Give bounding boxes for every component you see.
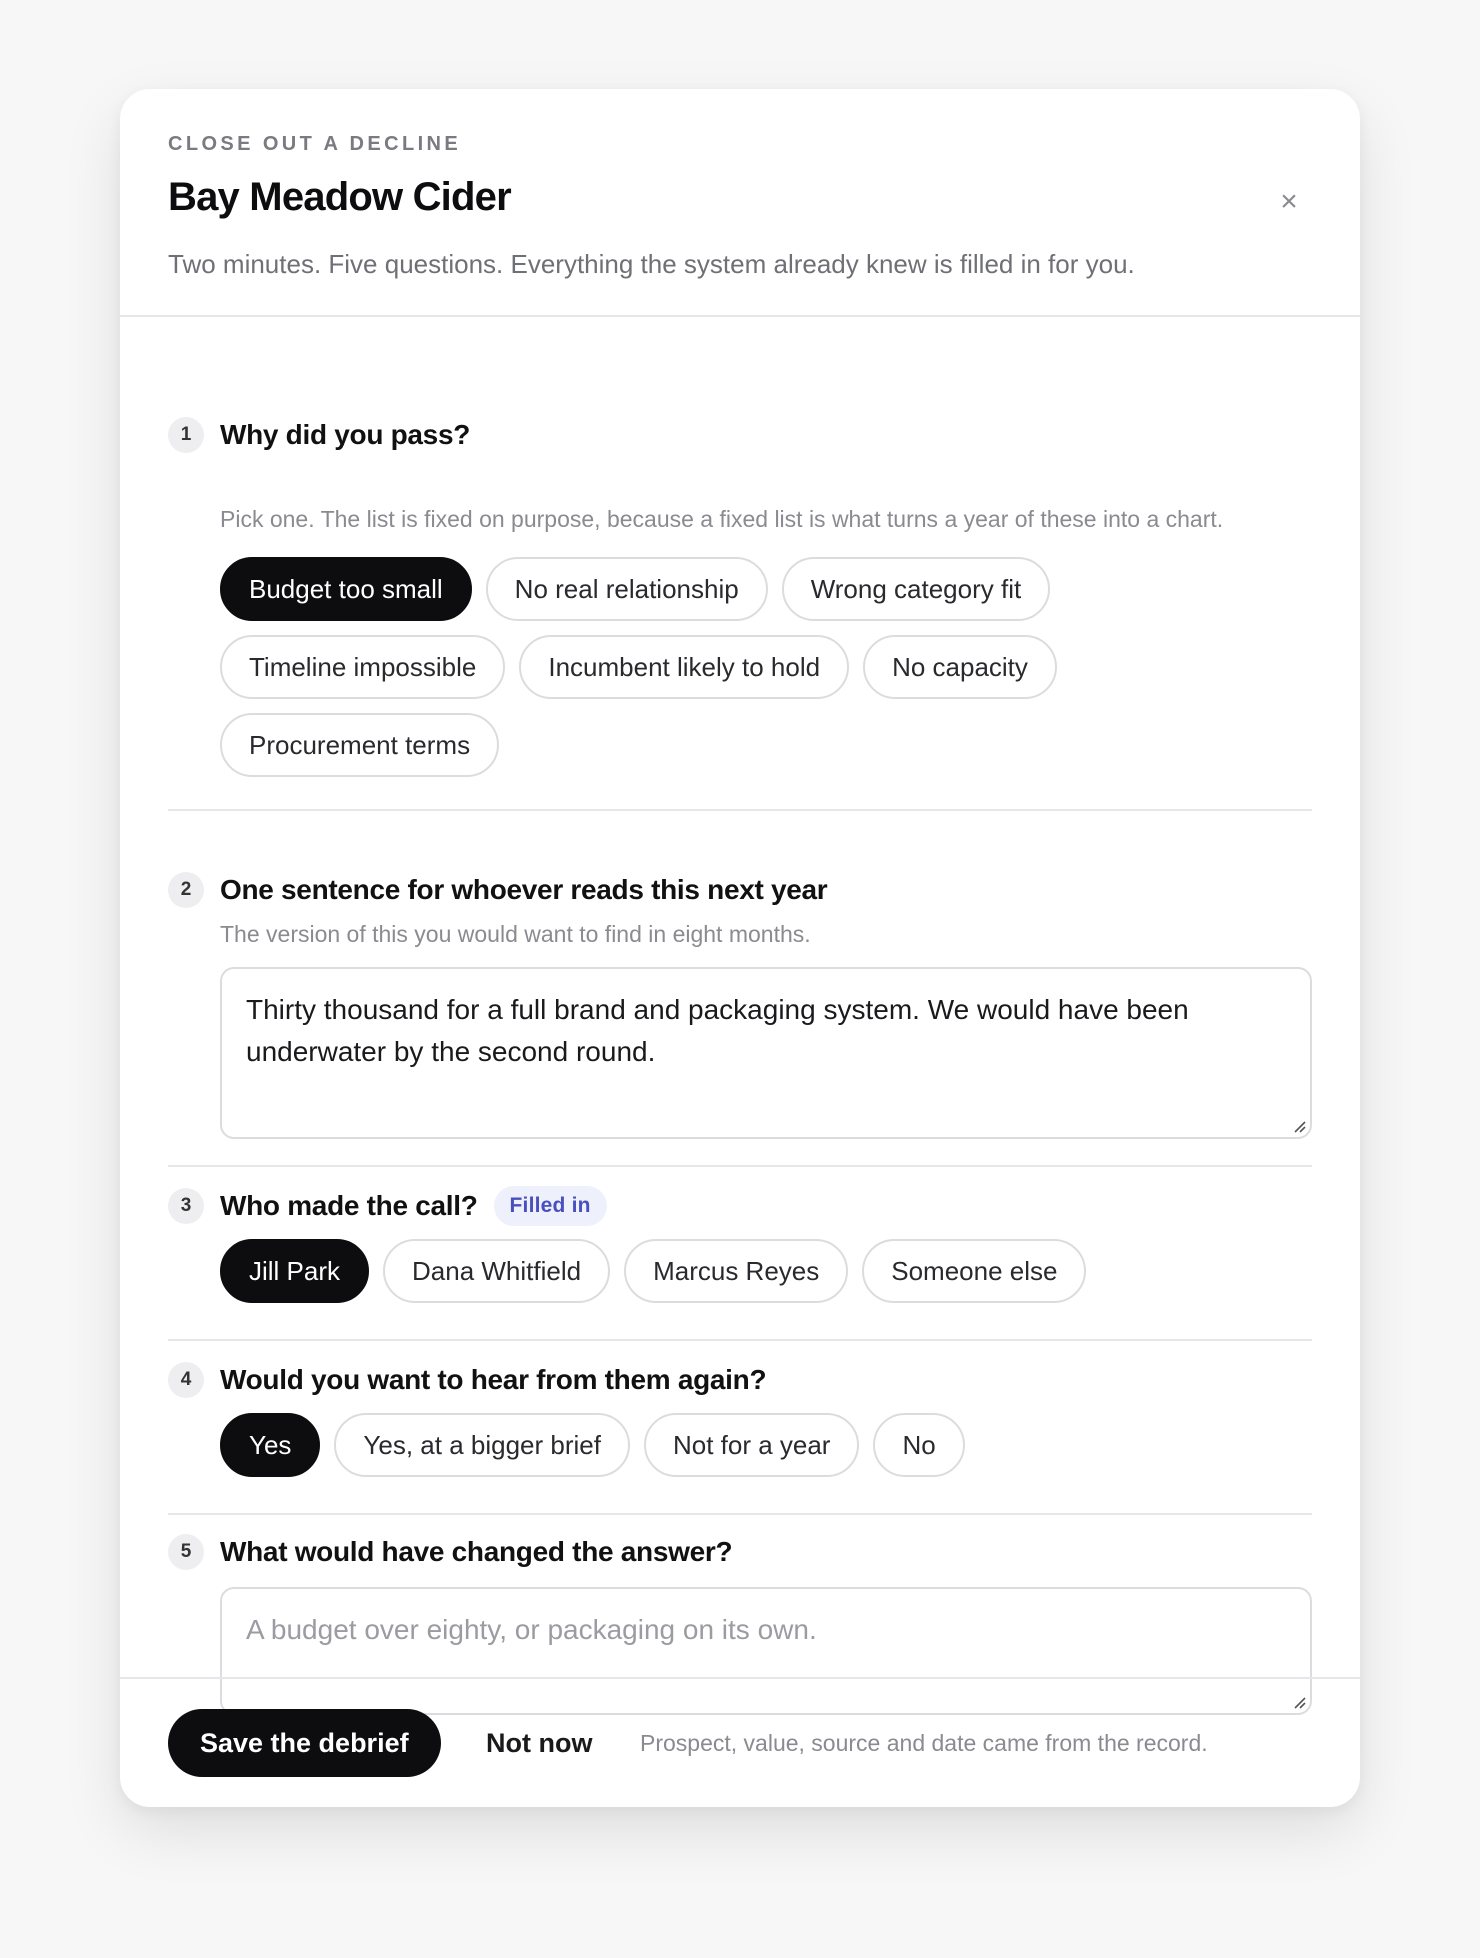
question-2 — [168, 811, 1312, 1167]
question-title: Why did you pass? — [220, 419, 471, 450]
dialog-subtitle: Two minutes. Five questions. Everything the system already knew is filled in for you. — [168, 249, 1135, 279]
question-5 — [168, 1515, 1312, 1677]
question-hint: Pick one. The list is fixed on purpose, because a fixed list is what turns a year of these into a chart. — [220, 506, 1224, 532]
question-number: 1 — [168, 417, 204, 453]
option-pill[interactable]: Incumbent likely to hold — [519, 635, 849, 699]
question-number: 2 — [168, 872, 204, 908]
dialog-header — [120, 89, 1360, 317]
footer-note: Prospect, value, source and date came from the record. — [640, 1729, 1208, 1756]
option-pill[interactable]: Marcus Reyes — [624, 1239, 848, 1303]
option-pill[interactable]: Not for a year — [644, 1413, 860, 1477]
question-title: One sentence for whoever reads this next year — [220, 874, 828, 905]
question-number: 4 — [168, 1362, 204, 1398]
question-2-heading — [168, 871, 827, 909]
question-title: Would you want to hear from them again? — [220, 1364, 767, 1395]
summary-text: Thirty thousand for a full brand and packaging system. We would have been underwater by the second round. — [246, 994, 1189, 1067]
question-5-heading — [168, 1533, 732, 1571]
question-3 — [168, 1167, 1312, 1341]
follow-up-options — [220, 1413, 965, 1477]
option-pill[interactable]: Yes — [220, 1413, 320, 1477]
option-pill[interactable]: Timeline impossible — [220, 635, 505, 699]
question-1-heading — [168, 416, 470, 454]
question-number: 3 — [168, 1188, 204, 1224]
debrief-dialog — [120, 89, 1360, 1807]
resize-grip-icon[interactable] — [1292, 1119, 1306, 1133]
option-pill[interactable]: Jill Park — [220, 1239, 369, 1303]
option-pill[interactable]: Procurement terms — [220, 713, 499, 777]
option-pill[interactable]: Dana Whitfield — [383, 1239, 610, 1303]
question-number: 5 — [168, 1534, 204, 1570]
dialog-title: Bay Meadow Cider — [168, 175, 511, 219]
option-pill[interactable]: No capacity — [863, 635, 1057, 699]
decision-maker-options — [220, 1239, 1086, 1303]
option-pill[interactable]: No real relationship — [486, 557, 768, 621]
question-3-heading — [168, 1185, 607, 1227]
question-title: What would have changed the answer? — [220, 1536, 733, 1567]
what-would-change-placeholder: A budget over eighty, or packaging on its own. — [246, 1614, 817, 1645]
question-4-heading — [168, 1361, 766, 1399]
option-pill[interactable]: Someone else — [862, 1239, 1086, 1303]
close-icon[interactable]: × — [1280, 185, 1298, 218]
save-debrief-button[interactable]: Save the debrief — [168, 1709, 441, 1777]
option-pill[interactable]: Wrong category fit — [782, 557, 1051, 621]
option-pill[interactable]: Yes, at a bigger brief — [334, 1413, 630, 1477]
question-4 — [168, 1341, 1312, 1515]
reason-options — [220, 557, 1312, 777]
question-title: Who made the call? — [220, 1190, 478, 1221]
summary-textarea[interactable] — [220, 967, 1312, 1139]
filled-in-badge: Filled in — [494, 1186, 607, 1226]
option-pill[interactable]: No — [873, 1413, 964, 1477]
not-now-button[interactable]: Not now — [486, 1727, 593, 1758]
dialog-footer — [120, 1677, 1360, 1807]
question-1 — [168, 317, 1312, 811]
dialog-eyebrow: CLOSE OUT A DECLINE — [168, 133, 462, 155]
option-pill[interactable]: Budget too small — [220, 557, 472, 621]
question-hint: The version of this you would want to find in eight months. — [220, 921, 811, 947]
